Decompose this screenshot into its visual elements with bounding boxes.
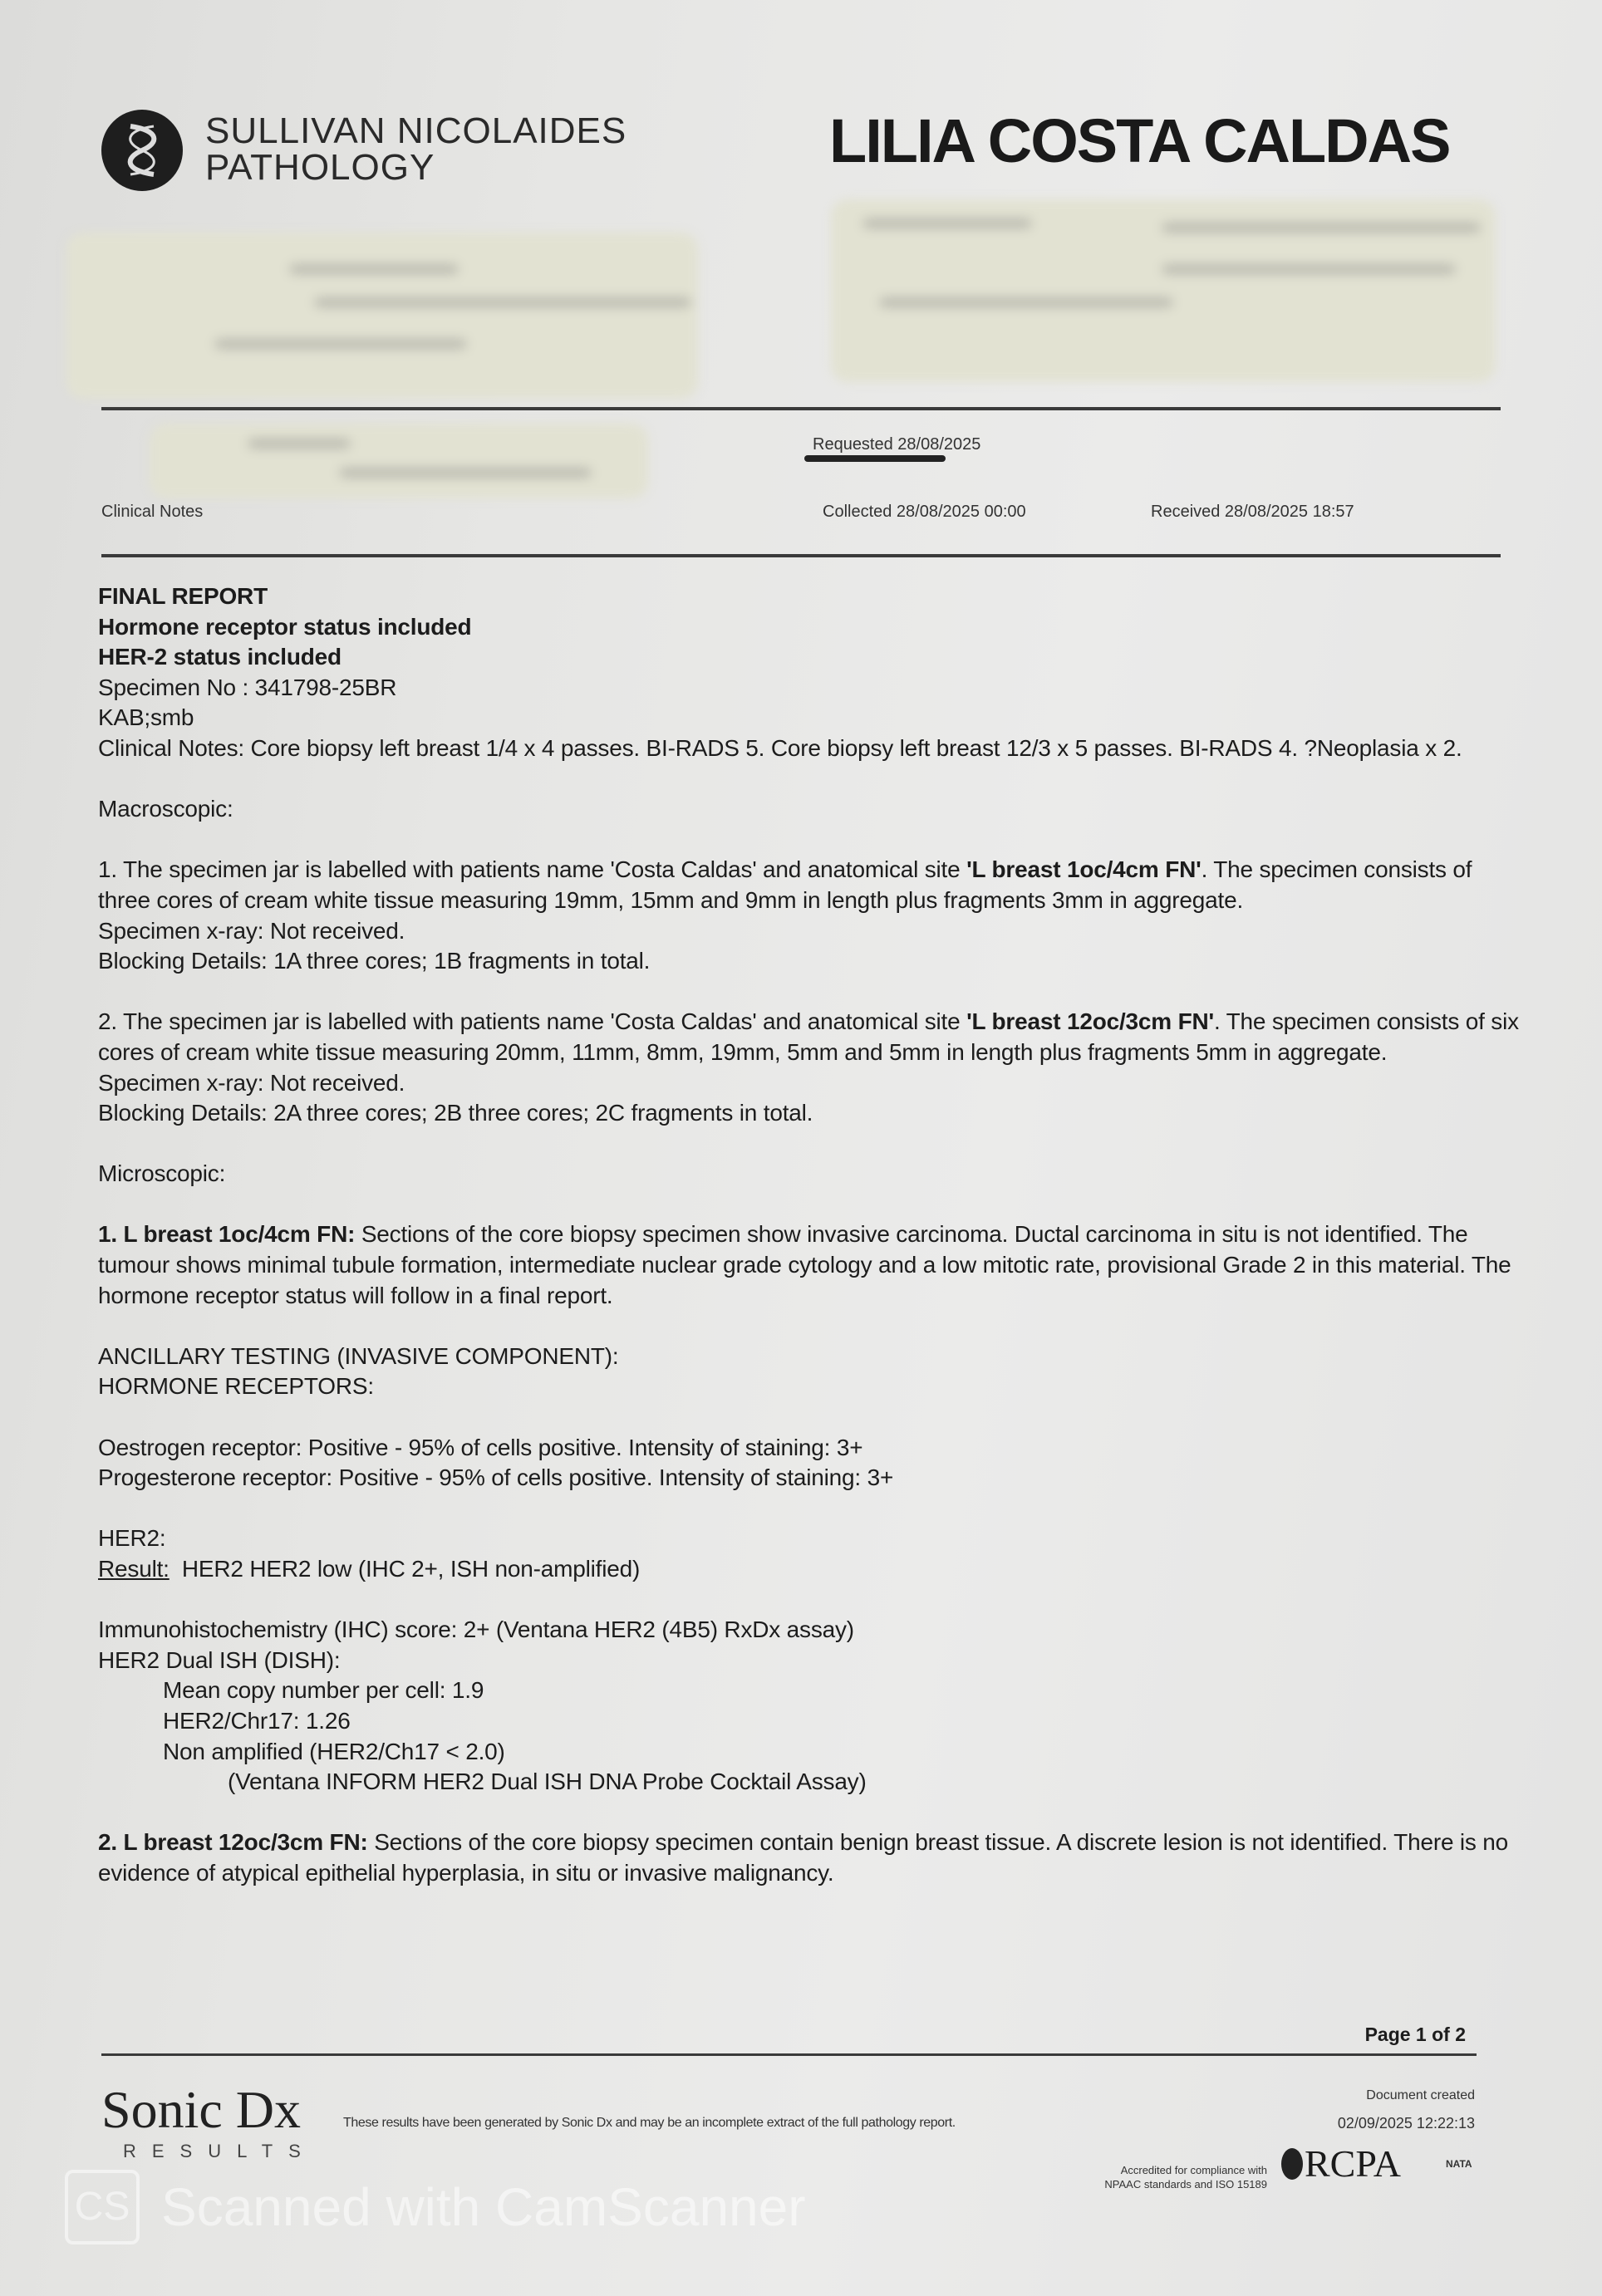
lab-name: SULLIVAN NICOLAIDES PATHOLOGY: [205, 110, 627, 188]
received-date: Received 28/08/2025 18:57: [1151, 503, 1354, 521]
requested-date: Requested 28/08/2025: [813, 435, 981, 454]
spacer: [98, 977, 1521, 1008]
clinical-notes: Clinical Notes: Core biopsy left breast 1/4 x 4 passes. BI-RADS 5. Core biopsy left breast 12/3 x 5 passes. BI-RADS 4. ?Neoplasia x 2.: [98, 734, 1462, 761]
macro-item-1: 1. The specimen jar is labelled with patients name 'Costa Caldas' and anatomical site 'L breast 1oc/4cm FN'. The specimen consists of three cores of cream white tissue measuring 19mm, 15mm and 9mm in length plus fragments 3mm in aggregate.: [98, 856, 1472, 913]
nata-logo: NATA: [1446, 2158, 1472, 2170]
report-subtitle: Hormone receptor status included: [98, 613, 472, 640]
camscanner-badge-icon: CS: [65, 2170, 140, 2244]
section-heading: Microscopic:: [98, 1160, 226, 1187]
divider: [101, 407, 1501, 410]
spacer: [98, 1129, 1521, 1160]
lab-logo-icon: [101, 110, 183, 191]
rcpa-seal-icon: [1281, 2148, 1303, 2180]
document-created: Document created 02/09/2025 12:22:13: [1337, 2088, 1475, 2132]
macro-item-2: 2. The specimen jar is labelled with patients name 'Costa Caldas' and anatomical site 'L breast 12oc/3cm FN'. The specimen consists of six cores of cream white tissue measuring 20mm, 11mm, 8mm, 19mm, 5mm and 5mm in length plus fragments 5mm in aggregate.: [98, 1008, 1519, 1065]
divider: [101, 2053, 1477, 2056]
spacer: [98, 764, 1521, 795]
clinical-notes-label: Clinical Notes: [101, 503, 204, 521]
spacer: [98, 1585, 1521, 1616]
patient-name: LILIA COSTA CALDAS: [829, 106, 1450, 175]
micro-item-2: 2. L breast 12oc/3cm FN: Sections of the core biopsy specimen contain benign breast tissue. A discrete lesion is not identified. There is no evidence of atypical epithelial hyperplasia, in situ or invasive malignancy.: [98, 1829, 1509, 1886]
spacer: [98, 1402, 1521, 1433]
sonic-dx-logo: Sonic Dx RESULTS: [101, 2080, 317, 2161]
report-title: FINAL REPORT: [98, 583, 268, 609]
spacer: [98, 1311, 1521, 1342]
divider: [101, 554, 1501, 557]
accreditation-text: Accredited for compliance with NPAAC standards and ISO 15189: [1104, 2164, 1267, 2191]
spacer: [98, 1798, 1521, 1828]
specimen-number: Specimen No : 341798-25BR: [98, 674, 397, 700]
collected-date: Collected 28/08/2025 00:00: [823, 503, 1026, 521]
report-subtitle: HER-2 status included: [98, 644, 342, 670]
initials: KAB;smb: [98, 704, 194, 731]
section-heading: Macroscopic:: [98, 796, 233, 822]
disclaimer: These results have been generated by Sonic Dx and may be an incomplete extract of the full pathology report.: [343, 2116, 956, 2130]
redacted-region: [66, 233, 698, 399]
her2-result: Result: HER2 HER2 low (IHC 2+, ISH non-amplified): [98, 1556, 641, 1582]
spacer: [98, 825, 1521, 856]
rcpa-logo: RCPA: [1281, 2143, 1401, 2185]
page-number: Page 1 of 2: [1364, 2024, 1466, 2045]
report-body: FINAL REPORT Hormone receptor status included HER-2 status included Specimen No : 341798-25BR KAB;smb Clinical Notes: Core biopsy left breast 1/4 x 4 passes. BI-RADS 5. Core biopsy left breast 12/3 x 5 passes. BI-RADS 4. ?Neoplasia x 2. Macroscopic: 1. The specimen jar is labelled with patients name 'Costa Caldas' and anatomical site 'L breast 1oc/4cm FN'. The specimen consists of three cores of cream white tissue measuring 19mm, 15mm and 9mm in length plus fragments 3mm in aggregate. Specimen x-ray: Not received. Blocking Details: 1A three cores; 1B fragments in total. 2. The specimen jar is labelled with patients name 'Costa Caldas' and anatomical site 'L breast 12oc/3cm FN'. The specimen consists of six cores of cream white tissue measuring 20mm, 11mm, 8mm, 19mm, 5mm and 5mm in length plus fragments 5mm in aggregate. Specimen x-ray: Not received. Blocking Details: 2A three cores; 2B three cores; 2C fragments in total. Microscopic: 1. L breast 1oc/4cm FN: Sections of the core biopsy specimen show invasive carcinoma. Ductal carcinoma in situ is not identified. The tumour shows minimal tubule formation, intermediate nuclear grade cytology and a low mitotic rate, provisional Grade 2 in this material. The hormone receptor status will follow in a final report. ANCILLARY TESTING (INVASIVE COMPONENT): HORMONE RECEPTORS: Oestrogen receptor: Positive - 95% of cells positive. Intensity of staining: 3+ Progesterone receptor: Positive - 95% of cells positive. Intensity of staining: 3+ HER2: Result: HER2 HER2 low (IHC 2+, ISH non-amplified) Immunohistochemistry (IHC) score: 2+ (Ventana HER2 (4B5) RxDx assay) HER2 Dual ISH (DISH): Mean copy number per cell: 1.9 HER2/Chr17: 1.26 Non amplified (HER2/Ch17 < 2.0) (Ventana INFORM HER2 Dual ISH DNA Probe Cocktail Assay) 2. L breast 12oc/3cm FN: Sections of the core biopsy specimen contain benign breast tissue. A discrete lesion is not identified. There is no evidence of atypical epithelial hyperplasia, in situ or invasive malignancy.: [98, 581, 1521, 1889]
redacted-region: [831, 199, 1496, 382]
spacer: [98, 1190, 1521, 1220]
micro-item-1: 1. L breast 1oc/4cm FN: Sections of the core biopsy specimen show invasive carcinoma. Ductal carcinoma in situ is not identified. The tumour shows minimal tubule formation, intermediate nuclear grade cytology and a low mitotic rate, provisional Grade 2 in this material. The hormone receptor status will follow in a final report.: [98, 1221, 1511, 1308]
spacer: [98, 1494, 1521, 1524]
redacted-region: [150, 424, 648, 498]
oestrogen-result: Oestrogen receptor: Positive - 95% of cells positive. Intensity of staining: 3+: [98, 1434, 863, 1460]
camscanner-watermark: CS Scanned with CamScanner: [65, 2170, 806, 2244]
redaction-mark: [804, 455, 946, 462]
progesterone-result: Progesterone receptor: Positive - 95% of cells positive. Intensity of staining: 3+: [98, 1464, 894, 1491]
